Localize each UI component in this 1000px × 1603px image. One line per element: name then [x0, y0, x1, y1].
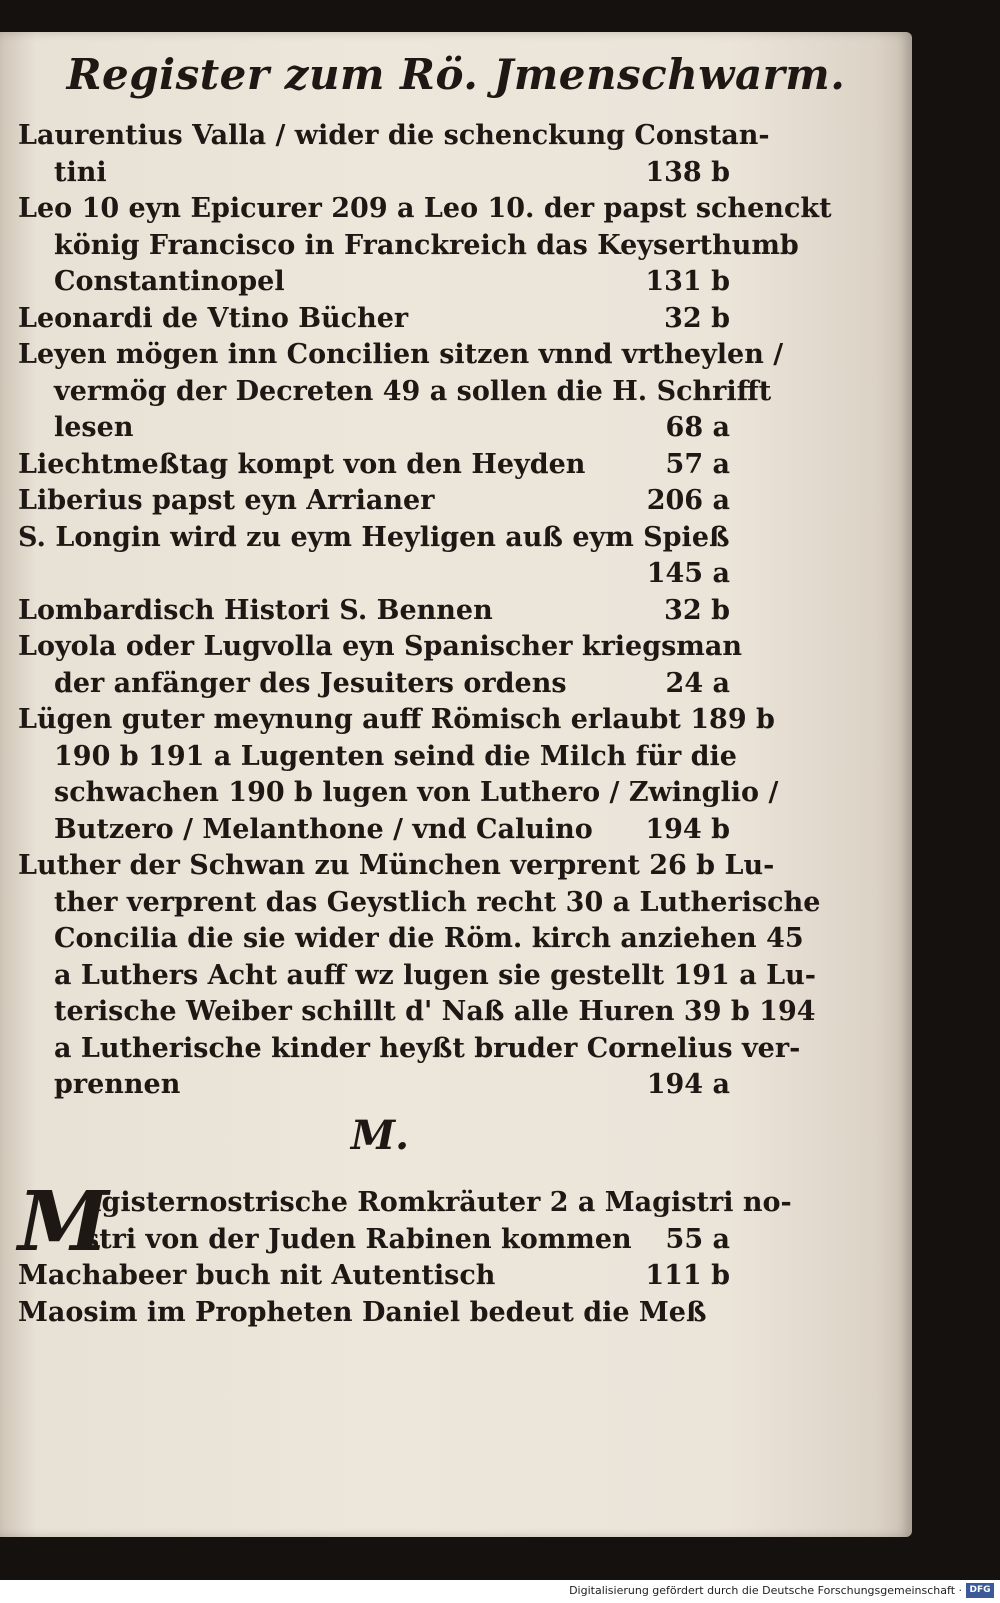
register-entry — [18, 193, 832, 303]
drop-cap-initial: M — [18, 1174, 109, 1270]
entry-line — [18, 777, 779, 814]
register-entry — [18, 595, 730, 632]
dfg-logo: DFG — [966, 1583, 994, 1598]
entry-text: stri von der Juden Rabinen kommen — [84, 1223, 632, 1255]
entry-line — [18, 412, 730, 449]
register-entries — [18, 120, 832, 1106]
entry-line — [18, 595, 730, 632]
register-entry — [18, 1174, 792, 1270]
entry-text: Constantinopel — [54, 266, 285, 297]
entry-text: Lügen guter meynung auff Römisch erlaubt 189 b — [18, 704, 775, 735]
entry-text: Leo 10 eyn Epicurer 209 a Leo 10. der papst schenckt — [18, 193, 832, 224]
page-reference: 68 a — [665, 412, 730, 443]
entry-line — [18, 375, 772, 413]
entry-line — [18, 157, 730, 194]
page-reference: 194 b — [645, 813, 730, 845]
page-reference: 194 a — [646, 1069, 730, 1100]
entry-text: Laurentius Valla / wider die schenckung Constan- — [18, 120, 770, 151]
register-entry — [18, 1260, 730, 1297]
funding-credit: Digitalisierung gefördert durch die Deutsche Forschungsgemeinschaft · — [569, 1584, 962, 1597]
entry-line — [18, 996, 816, 1033]
entry-text: Liechtmeßtag kompt von den Heyden — [18, 448, 586, 480]
entry-text: tini — [54, 156, 107, 188]
entry-text: terische Weiber schillt d' Naß alle Huren 39 b 194 — [54, 996, 816, 1027]
page-reference: 32 b — [664, 594, 730, 626]
page-reference: 55 a — [665, 1223, 730, 1255]
entry-line — [18, 229, 799, 267]
entry-line — [18, 1032, 801, 1070]
entry-text: vermög der Decreten 49 a sollen die H. Schrifft — [54, 375, 772, 407]
page-reference: 145 a — [646, 558, 730, 589]
entry-line — [18, 850, 775, 887]
entry-text: S. Longin wird zu eym Heyligen auß eym Spieß — [18, 521, 730, 553]
entry-text: schwachen 190 b lugen von Luthero / Zwinglio / — [54, 777, 779, 808]
register-entry — [18, 485, 730, 522]
entry-line — [18, 303, 730, 340]
register-entry — [18, 631, 743, 704]
entry-line — [18, 266, 730, 303]
entry-line — [18, 193, 832, 230]
entry-text: a Lutherische kinder heyßt bruder Cornelius ver- — [54, 1032, 801, 1064]
entry-text: der anfänger des Jesuiters ordens — [54, 667, 567, 699]
entry-line — [18, 631, 743, 668]
entry-line — [18, 558, 730, 595]
entry-line — [18, 959, 816, 997]
register-entry — [18, 303, 730, 340]
page-text — [0, 32, 912, 1537]
entry-line — [18, 1297, 730, 1334]
page-reference: 111 b — [645, 1260, 730, 1291]
entry-line — [18, 704, 775, 741]
entry-line — [18, 485, 730, 522]
entry-text: Luther der Schwan zu München verprent 26 b Lu- — [18, 850, 775, 881]
entry-line — [18, 120, 770, 157]
register-entry — [18, 449, 730, 486]
entry-line — [18, 923, 804, 960]
page-reference: 131 b — [645, 266, 730, 297]
footer — [0, 1580, 1000, 1603]
entry-text: 190 b 191 a Lugenten seind die Milch für die — [54, 740, 737, 772]
page-reference: 24 a — [665, 667, 730, 699]
entry-text: Loyola oder Lugvolla eyn Spanischer kriegsman — [18, 631, 743, 662]
entry-text: lesen — [54, 412, 134, 443]
entry-text: Lombardisch Histori S. Bennen — [18, 594, 493, 626]
page-reference: 138 b — [645, 156, 730, 188]
entry-text: prennen — [54, 1069, 181, 1100]
entry-text: Liberius papst eyn Arrianer — [18, 485, 435, 516]
section-letter: M. — [350, 1112, 410, 1159]
page-reference: 57 a — [665, 448, 730, 480]
entry-line — [18, 814, 730, 851]
entry-text: Concilia die sie wider die Röm. kirch anziehen 45 — [54, 923, 804, 954]
page-reference: 206 a — [646, 485, 730, 516]
entry-line — [18, 1069, 730, 1106]
entry-line — [84, 1224, 730, 1261]
register-entry — [18, 704, 779, 850]
register-entry — [18, 1297, 730, 1334]
entry-text: Butzero / Melanthone / vnd Caluino — [54, 813, 593, 845]
register-entry — [18, 339, 784, 449]
entry-text: agisternostrische Romkräuter 2 a Magistri no- — [84, 1187, 792, 1218]
entry-line — [18, 886, 821, 924]
entry-line — [18, 740, 737, 778]
register-entries-m — [18, 1174, 792, 1333]
register-entry — [18, 850, 821, 1106]
running-heading: Register zum Rö. Jmenschwarm. — [66, 50, 846, 99]
entry-line — [18, 449, 730, 486]
entry-text: Machabeer buch nit Autentisch — [18, 1260, 496, 1291]
entry-text: könig Francisco in Franckreich das Keyserthumb — [54, 229, 799, 261]
entry-text: ther verprent das Geystlich recht 30 a Lutherische — [54, 886, 821, 918]
entry-line — [18, 1260, 730, 1297]
entry-line — [18, 522, 730, 559]
register-entry — [18, 120, 770, 193]
entry-text: Leonardi de Vtino Bücher — [18, 302, 409, 334]
register-entry — [18, 522, 730, 595]
entry-line — [84, 1187, 792, 1224]
entry-line — [18, 668, 730, 705]
page-reference: 32 b — [664, 302, 730, 334]
book-page — [0, 32, 912, 1537]
entry-text: a Luthers Acht auff wz lugen sie gestellt 191 a Lu- — [54, 959, 816, 991]
entry-text: Maosim im Propheten Daniel bedeut die Meß — [18, 1296, 707, 1328]
entry-text: Leyen mögen inn Concilien sitzen vnnd vrtheylen / — [18, 339, 784, 370]
entry-line — [18, 339, 784, 376]
